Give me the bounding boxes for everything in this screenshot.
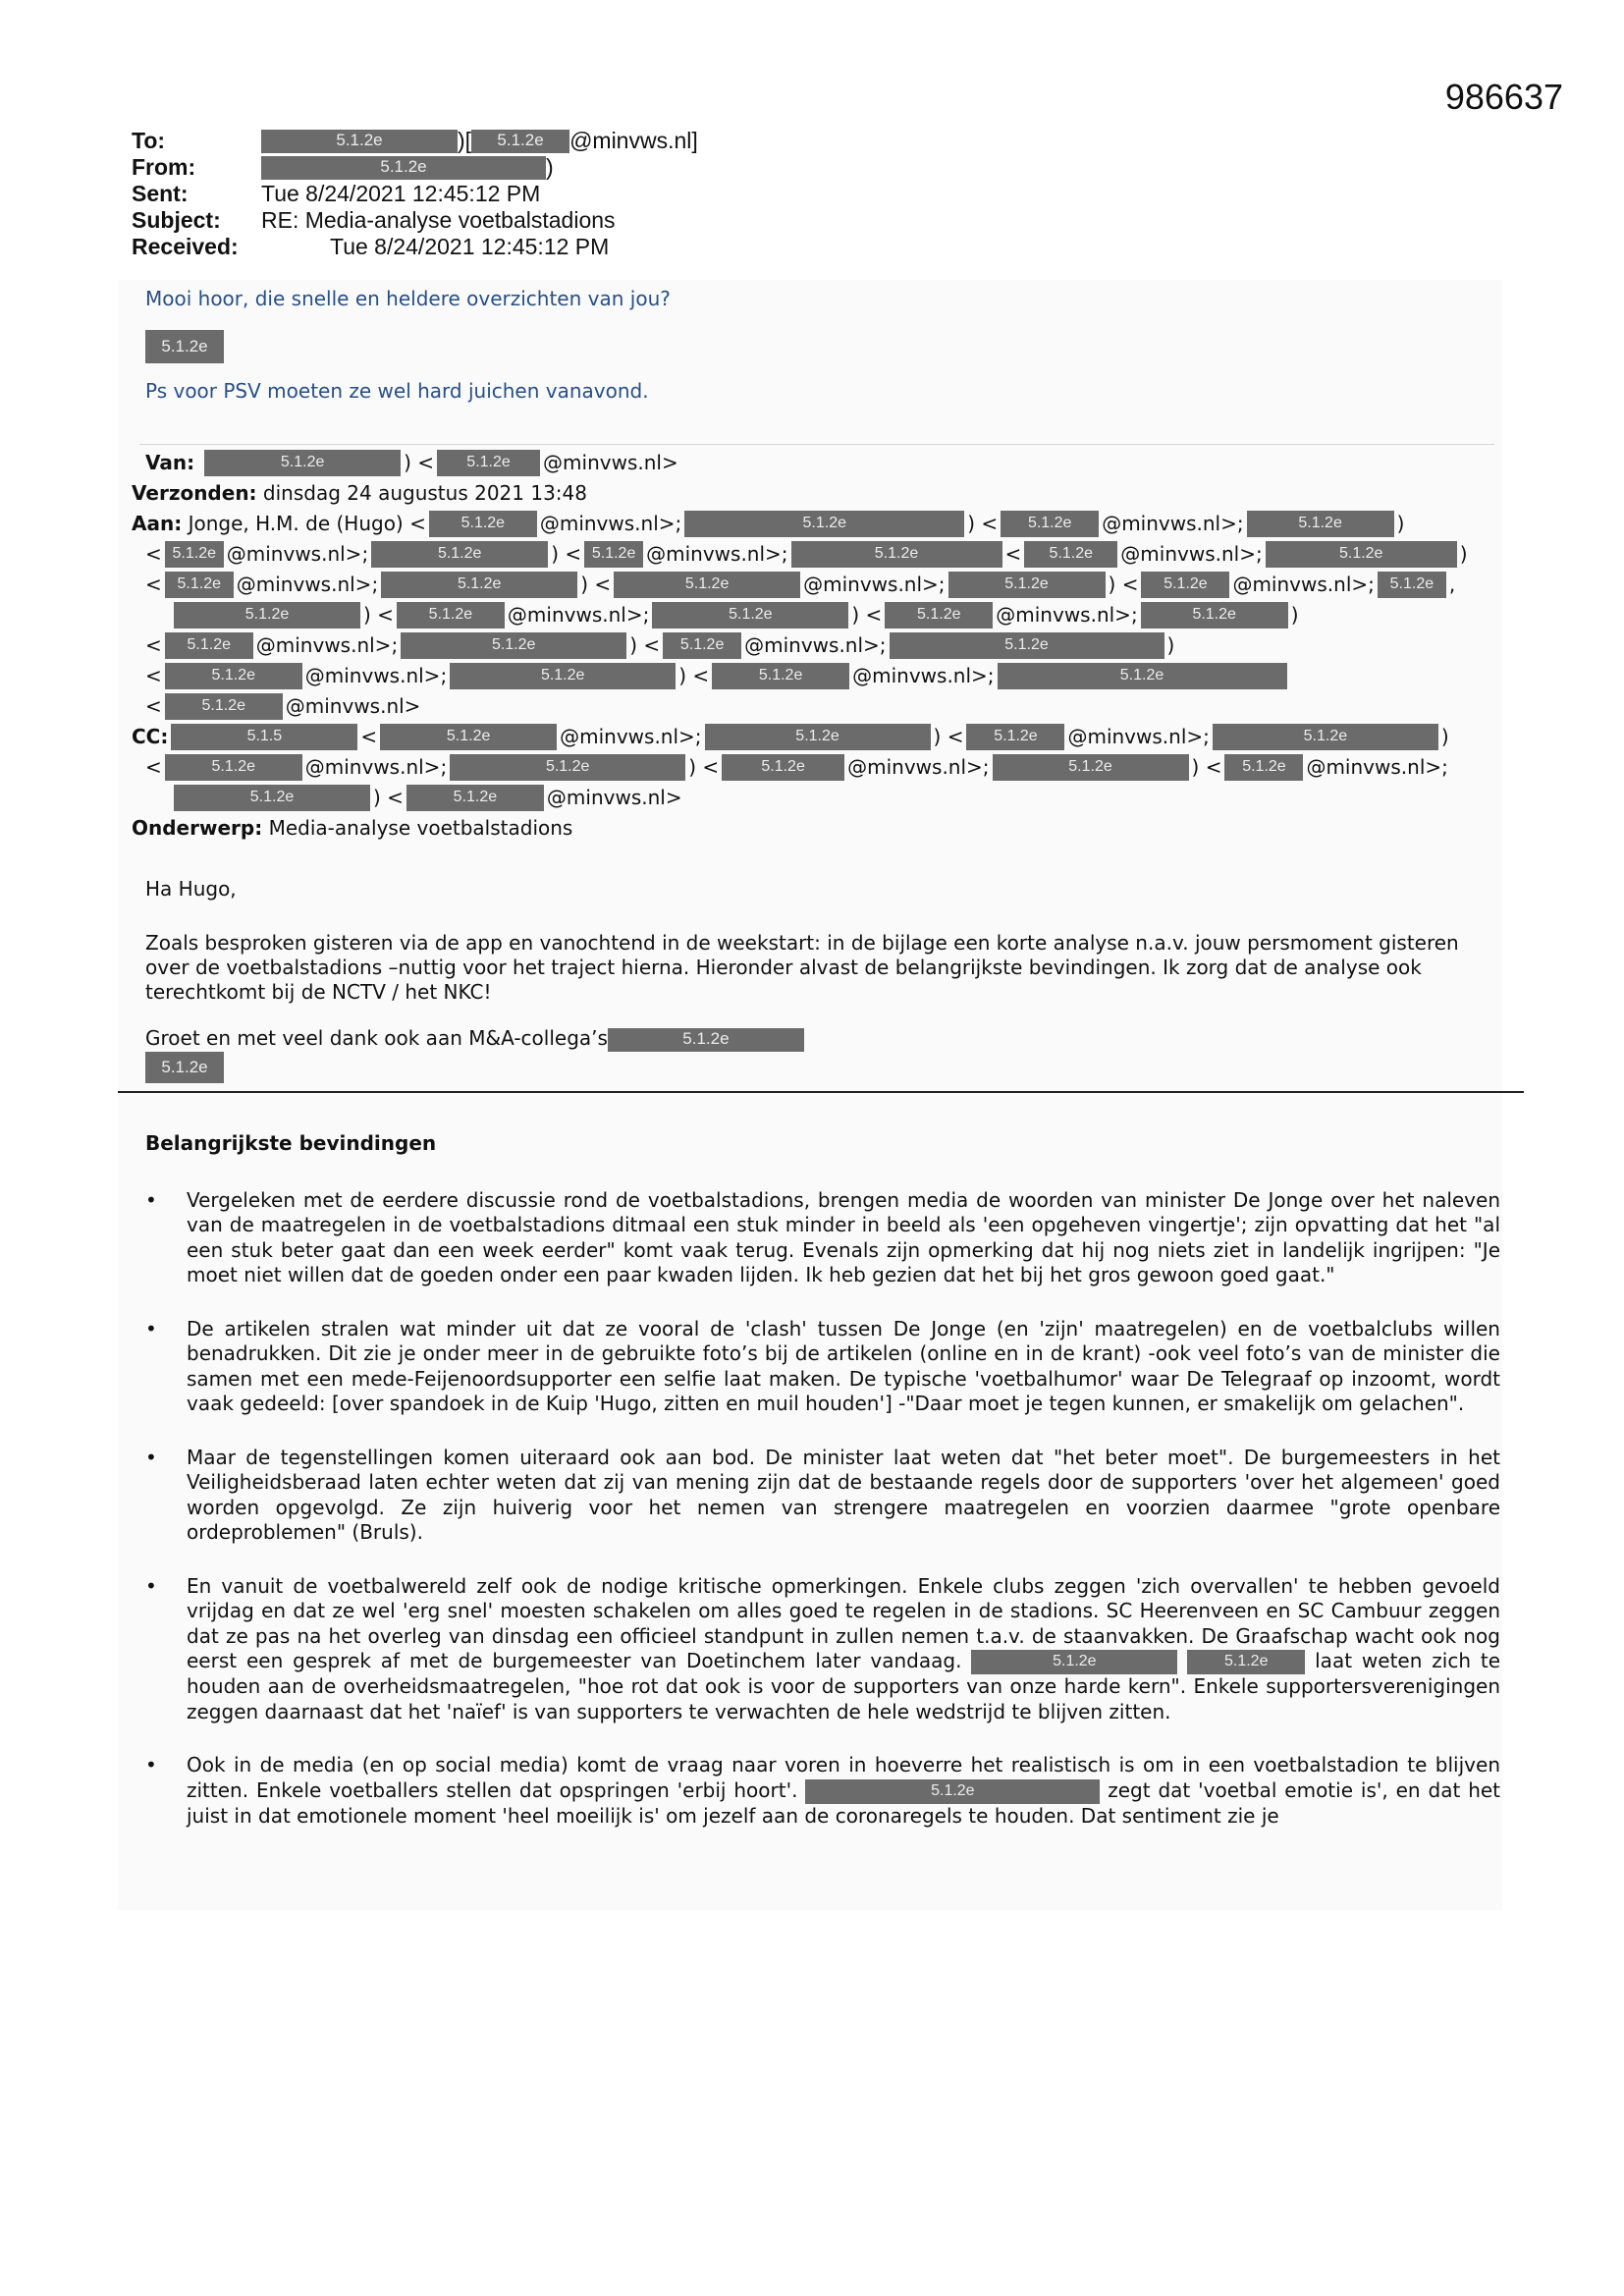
from-label: From:: [132, 154, 196, 180]
redaction-block: 5.1.2e: [165, 693, 283, 720]
cc-label: CC:: [132, 725, 169, 748]
redaction-block: 5.1.2e: [204, 450, 401, 476]
findings-section: [145, 1131, 1500, 1857]
aan-row-2: < 5.1.2e @minvws.nl>; 5.1.2e ) < 5.1.2e @minvws.nl>; 5.1.2e < 5.1.2e @minvws.nl>; 5.1.2e ): [132, 539, 1506, 570]
findings-title: Belangrijkste bevindingen: [145, 1131, 437, 1155]
reply-message: [145, 287, 671, 403]
redaction-block: 5.1.2e: [1141, 572, 1229, 598]
aan-row-5: < 5.1.2e @minvws.nl>; 5.1.2e ) < 5.1.2e @minvws.nl>; 5.1.2e ): [132, 630, 1506, 661]
email-domain: @minvws.nl>;: [1067, 725, 1210, 748]
verzonden-value: dinsdag 24 augustus 2021 13:48: [262, 481, 587, 505]
redaction-block: 5.1.2e: [608, 1028, 804, 1052]
email-domain: @minvws.nl>;: [852, 664, 995, 687]
redaction-block: 5.1.2e: [966, 724, 1064, 750]
email-domain: @minvws.nl>;: [560, 725, 702, 748]
email-domain: @minvws.nl>;: [255, 633, 399, 657]
email-domain: @minvws.nl>;: [744, 633, 887, 657]
closing: Groet en met veel dank ook aan M&A-collega’s 5.1.2e: [145, 1026, 1500, 1052]
aan-row-6: < 5.1.2e @minvws.nl>; 5.1.2e ) < 5.1.2e @minvws.nl>; 5.1.2e: [132, 661, 1506, 691]
redaction-block: 5.1.2e: [971, 1650, 1177, 1674]
email-domain: @minvws.nl>;: [1102, 512, 1244, 535]
to-label: To:: [132, 128, 166, 153]
email-domain: @minvws.nl>;: [539, 512, 682, 535]
document-id: 986637: [1444, 77, 1563, 117]
redaction-block: 5.1.2e: [397, 602, 505, 629]
redaction-block: 5.1.2e: [261, 156, 546, 180]
email-domain: @minvws.nl>: [285, 694, 421, 718]
van-row: Van: 5.1.2e ) < 5.1.2e @minvws.nl>: [132, 448, 1506, 478]
email-domain: @minvws.nl>;: [236, 573, 379, 596]
email-domain: @minvws.nl>;: [847, 755, 990, 779]
email-domain: @minvws.nl>;: [507, 603, 650, 627]
findings-list: [145, 1188, 1500, 1830]
separator-line: [139, 444, 1494, 445]
redaction-block: 5.1.2e: [1001, 511, 1099, 537]
redaction-block: 5.1.2e: [1247, 511, 1394, 537]
redaction-block: 5.1.2e: [450, 663, 676, 689]
body-paragraph: Zoals besproken gisteren via de app en vanochtend in de weekstart: in de bijlage een korte analyse n.a.v. jouw persmoment gisteren over de voetbalstadions –nuttig voor het traject hierna. Hieronder alvast de belangrijkste bevindingen. Ik zorg dat de analyse ook terechtkomt bij de NCTV / het NKC!: [145, 931, 1459, 1004]
redaction-block: 5.1.2e: [791, 541, 1002, 568]
redaction-block: 5.1.2e: [885, 602, 993, 629]
redaction-block: 5.1.2e: [948, 572, 1106, 598]
onderwerp-label: Onderwerp:: [132, 816, 263, 840]
van-label: Van:: [145, 451, 195, 474]
sent-value: Tue 8/24/2021 12:45:12 PM: [261, 181, 541, 206]
redaction-block: 5.1.2e: [174, 602, 360, 629]
greeting: Ha Hugo,: [145, 877, 237, 901]
redaction-block: 5.1.2e: [1266, 541, 1457, 568]
redaction-block: 5.1.2e: [145, 1052, 224, 1083]
to-row: To: 5.1.2e )[ 5.1.2e @minvws.nl]: [132, 128, 698, 153]
redaction-block: 5.1.2e: [174, 785, 370, 811]
email-domain: @minvws.nl>;: [996, 603, 1138, 627]
aan-label: Aan:: [132, 512, 183, 535]
redaction-block: 5.1.2e: [1378, 572, 1446, 598]
email-domain: @minvws.nl>: [546, 786, 682, 809]
cc-row-2: < 5.1.2e @minvws.nl>; 5.1.2e ) < 5.1.2e @minvws.nl>; 5.1.2e ) < 5.1.2e @minvws.nl>;: [132, 752, 1506, 783]
redaction-block: 5.1.2e: [890, 632, 1164, 659]
email-domain: @minvws.nl>;: [1232, 573, 1375, 596]
reply-line-1: Mooi hoor, die snelle en heldere overzichten van jou?: [145, 287, 671, 310]
redaction-block: 5.1.2e: [165, 663, 302, 689]
sent-label: Sent:: [132, 181, 189, 206]
to-domain: @minvws.nl]: [569, 128, 698, 153]
finding-item-2: • De artikelen stralen wat minder uit dat ze vooral de 'clash' tussen De Jonge (en 'zijn' maatregelen) en de voetbalclubs willen benadrukken. Dit zie je onder meer in de gebruikte foto’s bij de artikelen (online en in de krant) -ook veel foto’s van de minister die samen met een mede-Feijenoordsupporter een selfie laat maken. De typische 'voetbalhumor' waar De Telegraaf op inzoomt, wordt vaak gedeeld: [over spandoek in de Kuip 'Hugo, zitten en muil houden'] -"Daar moet je tegen kunnen, er smakelijk om gelachen".: [145, 1317, 1500, 1417]
email-domain: @minvws.nl>;: [226, 542, 369, 566]
redaction-block: 5.1.5: [171, 724, 357, 750]
finding-item-4: • En vanuit de voetbalwereld zelf ook de nodige kritische opmerkingen. Enkele clubs zeggen 'zich overvallen' te hebben gevoeld vrijdag en dat ze wel 'erg snel' moesten schakelen om alles goed te regelen in de stadions. SC Heerenveen en SC Cambuur zeggen dat ze pas na het overleg van dinsdag een officieel standpunt in zullen nemen t.a.v. de staanvakken. De Graafschap wacht ook nog eerst een gesprek af met de burgemeester van Doetinchem later vandaag. 5.1.2e 5.1.2e laat weten zich te houden aan de overheidsmaatregelen, "hoe rot dat ook is voor de supporters van onze harde kern". Enkele supportersverenigingen zeggen daarnaast dat het 'naïef' is van supporters te verwachten de hele wedstrijd te blijven zitten.: [145, 1574, 1500, 1725]
onderwerp-row: [132, 813, 1506, 844]
received-value: Tue 8/24/2021 12:45:12 PM: [330, 234, 610, 259]
sent-row: [132, 181, 698, 207]
redaction-block: 5.1.2e: [437, 450, 540, 476]
redaction-block: 5.1.2e: [1224, 754, 1303, 781]
finding-item-5: • Ook in de media (en op social media) komt de vraag naar voren in hoeverre het realistisch is om in een voetbalstadion te blijven zitten. Enkele voetballers stellen dat opspringen 'erbij hoort'. 5.1.2e zegt dat 'voetbal emotie is', en dat het juist in dat emotionele moment 'heel moeilijk is' om jezelf aan de coronaregels te houden. Dat sentiment zie je: [145, 1753, 1500, 1829]
redaction-block: 5.1.2e: [1141, 602, 1288, 629]
redaction-block: 5.1.2e: [1213, 724, 1438, 750]
received-row: [132, 234, 698, 260]
subject-label: Subject:: [132, 207, 221, 233]
redaction-block: 5.1.2e: [450, 754, 685, 781]
finding-item-1: • Vergeleken met de eerdere discussie rond de voetbalstadions, brengen media de woorden van minister De Jonge over het naleven van de maatregelen in de voetbalstadions ditmaal een stuk minder in beeld als 'een opgeheven vingertje'; zijn opvatting dat het "al een stuk beter gaat dan een week eerder" komt vaak terug. Evenals zijn opmerking dat hij nog niets ziet in landelijk ingrijpen: "Je moet niet willen dat de goeden onder een paar kwaden lijden. Ik heb gezien dat het bij het gros gewoon goed gaat.": [145, 1188, 1500, 1288]
redaction-block: 5.1.2e: [371, 541, 548, 568]
subject-value: RE: Media-analyse voetbalstadions: [261, 207, 616, 233]
message-body: [145, 877, 1500, 1083]
redaction-block: 5.1.2e: [722, 754, 844, 781]
aan-row-4: 5.1.2e ) < 5.1.2e @minvws.nl>; 5.1.2e ) < 5.1.2e @minvws.nl>; 5.1.2e ): [132, 600, 1506, 630]
redaction-block: 5.1.2e: [165, 754, 302, 781]
redaction-block: 5.1.2e: [712, 663, 849, 689]
redaction-block: 5.1.2e: [1024, 541, 1117, 568]
redaction-block: 5.1.2e: [652, 602, 848, 629]
redaction-block: 5.1.2e: [261, 130, 458, 153]
aan-first-recipient: Jonge, H.M. de (Hugo) <: [188, 512, 426, 535]
redaction-block: 5.1.2e: [614, 572, 800, 598]
redaction-block: 5.1.2e: [380, 724, 557, 750]
redaction-block: 5.1.2e: [584, 541, 643, 568]
verzonden-row: [132, 478, 1506, 509]
email-domain: @minvws.nl>: [543, 451, 678, 474]
aan-row-3: < 5.1.2e @minvws.nl>; 5.1.2e ) < 5.1.2e @minvws.nl>; 5.1.2e ) < 5.1.2e @minvws.nl>; 5.1.2e ,: [132, 570, 1506, 600]
email-domain: @minvws.nl>;: [803, 573, 946, 596]
email-header: [132, 128, 698, 260]
onderwerp-value: Media-analyse voetbalstadions: [268, 816, 573, 840]
section-divider: [118, 1091, 1524, 1093]
received-label: Received:: [132, 234, 239, 259]
email-domain: @minvws.nl>;: [646, 542, 788, 566]
email-domain: @minvws.nl>;: [304, 755, 448, 779]
redaction-block: 5.1.2e: [401, 632, 626, 659]
redaction-block: 5.1.2e: [998, 663, 1287, 689]
quoted-header: [132, 448, 1506, 844]
email-domain: @minvws.nl>;: [304, 664, 448, 687]
redaction-block: 5.1.2e: [165, 632, 253, 659]
redaction-block: 5.1.2e: [165, 572, 234, 598]
redaction-block: 5.1.2e: [145, 330, 224, 363]
redaction-block: 5.1.2e: [684, 511, 964, 537]
subject-row: [132, 207, 698, 234]
from-row: From: 5.1.2e ): [132, 154, 554, 180]
redaction-block: 5.1.2e: [805, 1779, 1100, 1804]
redaction-block: 5.1.2e: [165, 541, 224, 568]
redaction-block: 5.1.2e: [381, 572, 577, 598]
aan-row: Aan: Jonge, H.M. de (Hugo) < 5.1.2e @minvws.nl>; 5.1.2e ) < 5.1.2e @minvws.nl>; 5.1.2e ): [132, 509, 1506, 539]
cc-row-3: 5.1.2e ) < 5.1.2e @minvws.nl>: [132, 783, 1506, 813]
cc-row: CC: 5.1.5 < 5.1.2e @minvws.nl>; 5.1.2e ) < 5.1.2e @minvws.nl>; 5.1.2e ): [132, 722, 1506, 752]
reply-line-2: Ps voor PSV moeten ze wel hard juichen vanavond.: [145, 379, 649, 403]
redaction-block: 5.1.2e: [1187, 1650, 1305, 1674]
finding-item-3: • Maar de tegenstellingen komen uiteraard ook aan bod. De minister laat weten dat "het beter moet". De burgemeesters in het Veiligheidsberaad laten echter weten dat zij van mening zijn dat de bestaande regels door de supporters 'over het algemeen' goed worden opgevolgd. Ze zijn huiverig voor het nemen van strengere maatregelen en voorzien daarmee "grote openbare ordeproblemen" (Bruls).: [145, 1446, 1500, 1546]
redaction-block: 5.1.2e: [471, 130, 569, 153]
redaction-block: 5.1.2e: [429, 511, 537, 537]
redaction-block: 5.1.2e: [663, 632, 741, 659]
email-domain: @minvws.nl>;: [1120, 542, 1263, 566]
verzonden-label: Verzonden:: [132, 481, 257, 505]
redaction-block: 5.1.2e: [705, 724, 931, 750]
redaction-block: 5.1.2e: [406, 785, 544, 811]
email-domain: @minvws.nl>;: [1306, 755, 1448, 779]
redaction-block: 5.1.2e: [993, 754, 1189, 781]
aan-row-7: < 5.1.2e @minvws.nl>: [132, 691, 1506, 722]
